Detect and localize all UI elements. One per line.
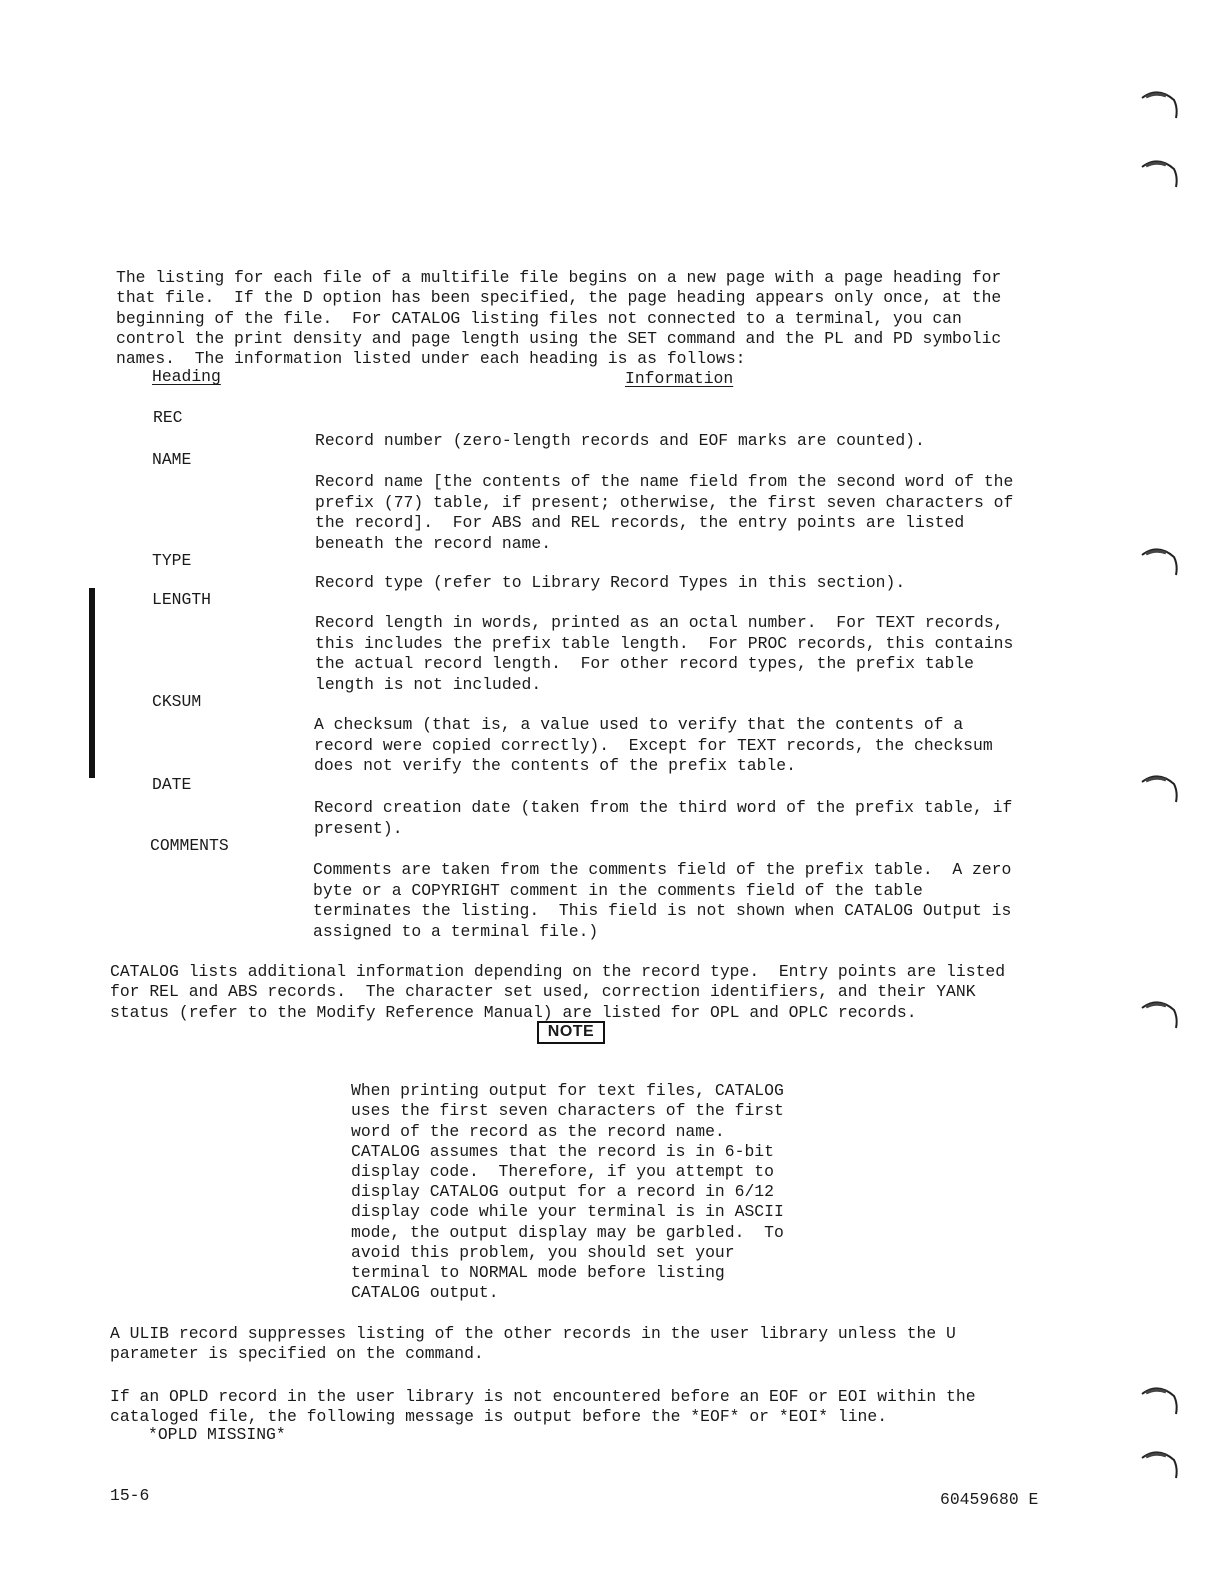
additional-line: CATALOG lists additional information depending on the record type. Entry points are listed — [110, 962, 1006, 982]
intro-line: The listing for each file of a multifile file begins on a new page with a page heading for — [116, 268, 1002, 288]
ulib-line: A ULIB record suppresses listing of the other records in the user library unless the U — [110, 1324, 956, 1344]
additional-line: for REL and ABS records. The character set used, correction identifiers, and their YANK — [110, 982, 976, 1002]
heading-column-label: Heading — [152, 367, 221, 386]
note-line: terminal to NORMAL mode before listing — [351, 1263, 725, 1283]
binder-hole-mark — [1140, 1448, 1180, 1482]
intro-paragraph — [116, 248, 1001, 389]
intro-line: names. The information listed under each heading is as follows: — [116, 349, 746, 369]
ulib-line: parameter is specified on the command. — [110, 1344, 484, 1364]
binder-hole-mark — [1140, 88, 1180, 122]
note-line: mode, the output display may be garbled. To — [351, 1222, 784, 1242]
note-line: display CATALOG output for a record in 6/12 — [351, 1182, 774, 1202]
note-line: CATALOG assumes that the record is in 6-bit — [351, 1141, 774, 1161]
binder-hole-mark — [1140, 1384, 1180, 1418]
information-column-label: Information — [625, 369, 734, 388]
missing-message: *OPLD MISSING* — [148, 1425, 286, 1444]
row-heading-comments: COMMENTS — [150, 836, 229, 855]
binder-hole-mark — [1140, 545, 1180, 579]
change-bar — [89, 588, 95, 778]
row-heading-type: TYPE — [152, 551, 192, 570]
info-line: Record number (zero-length records and EOF marks are counted). — [315, 431, 925, 451]
binder-hole-mark — [1140, 157, 1180, 191]
binder-hole-mark — [1140, 998, 1180, 1032]
opld-line: If an OPLD record in the user library is not encountered before an EOF or EOI within the — [110, 1387, 976, 1407]
page-number: 15-6 — [110, 1486, 150, 1505]
note-line: word of the record as the record name. — [351, 1121, 725, 1141]
info-line: Comments are taken from the comments field of the prefix table. A zero — [313, 860, 1012, 880]
info-line: record were copied correctly). Except for TEXT records, the checksum — [314, 735, 993, 755]
additional-line: status (refer to the Modify Reference Manual) are listed for OPL and OPLC records. — [110, 1002, 917, 1022]
info-line: Record creation date (taken from the third word of the prefix table, if — [314, 798, 1013, 818]
row-heading-name: NAME — [152, 450, 192, 469]
info-line: prefix (77) table, if present; otherwise, the first seven characters of — [315, 492, 1014, 512]
note-line: CATALOG output. — [351, 1283, 499, 1303]
intro-line: that file. If the D option has been specified, the page heading appears only once, at the — [116, 288, 1002, 308]
info-line: this includes the prefix table length. For PROC records, this contains — [315, 633, 1014, 653]
info-line: byte or a COPYRIGHT comment in the comments field of the table — [313, 880, 923, 900]
row-heading-cksum: CKSUM — [152, 692, 202, 711]
note-line: display code. Therefore, if you attempt to — [351, 1162, 774, 1182]
row-heading-length: LENGTH — [152, 590, 212, 609]
note-line: display code while your terminal is in ASCII — [351, 1202, 784, 1222]
binder-hole-mark — [1140, 772, 1180, 806]
info-line: A checksum (that is, a value used to verify that the contents of a — [314, 715, 964, 735]
note-body — [351, 1061, 784, 1324]
info-line: Record length in words, printed as an octal number. For TEXT records, — [315, 613, 1004, 633]
info-line: Record name [the contents of the name field from the second word of the — [315, 472, 1014, 492]
info-line: beneath the record name. — [315, 533, 552, 553]
info-line: the actual record length. For other record types, the prefix table — [315, 654, 975, 674]
row-heading-date: DATE — [152, 775, 192, 794]
info-line: terminates the listing. This field is not shown when CATALOG Output is — [313, 901, 1012, 921]
info-line: present). — [314, 818, 403, 838]
intro-line: control the print density and page length using the SET command and the PL and PD symbolic — [116, 328, 1002, 348]
info-line: does not verify the contents of the prefix table. — [314, 756, 796, 776]
info-line: Record type (refer to Library Record Types in this section). — [315, 573, 906, 593]
note-line: avoid this problem, you should set your — [351, 1242, 735, 1262]
info-line: assigned to a terminal file.) — [313, 921, 599, 941]
note-line: uses the first seven characters of the first — [351, 1101, 784, 1121]
row-heading-rec: REC — [153, 408, 183, 427]
intro-line: beginning of the file. For CATALOG listing files not connected to a terminal, you can — [116, 308, 962, 328]
document-number: 60459680 E — [940, 1490, 1039, 1509]
info-line: the record]. For ABS and REL records, the entry points are listed — [315, 513, 965, 533]
opld-line: cataloged file, the following message is output before the *EOF* or *EOI* line. — [110, 1407, 888, 1427]
note-label: NOTE — [537, 1021, 605, 1044]
note-line: When printing output for text files, CATALOG — [351, 1081, 784, 1101]
info-line: length is not included. — [315, 674, 542, 694]
